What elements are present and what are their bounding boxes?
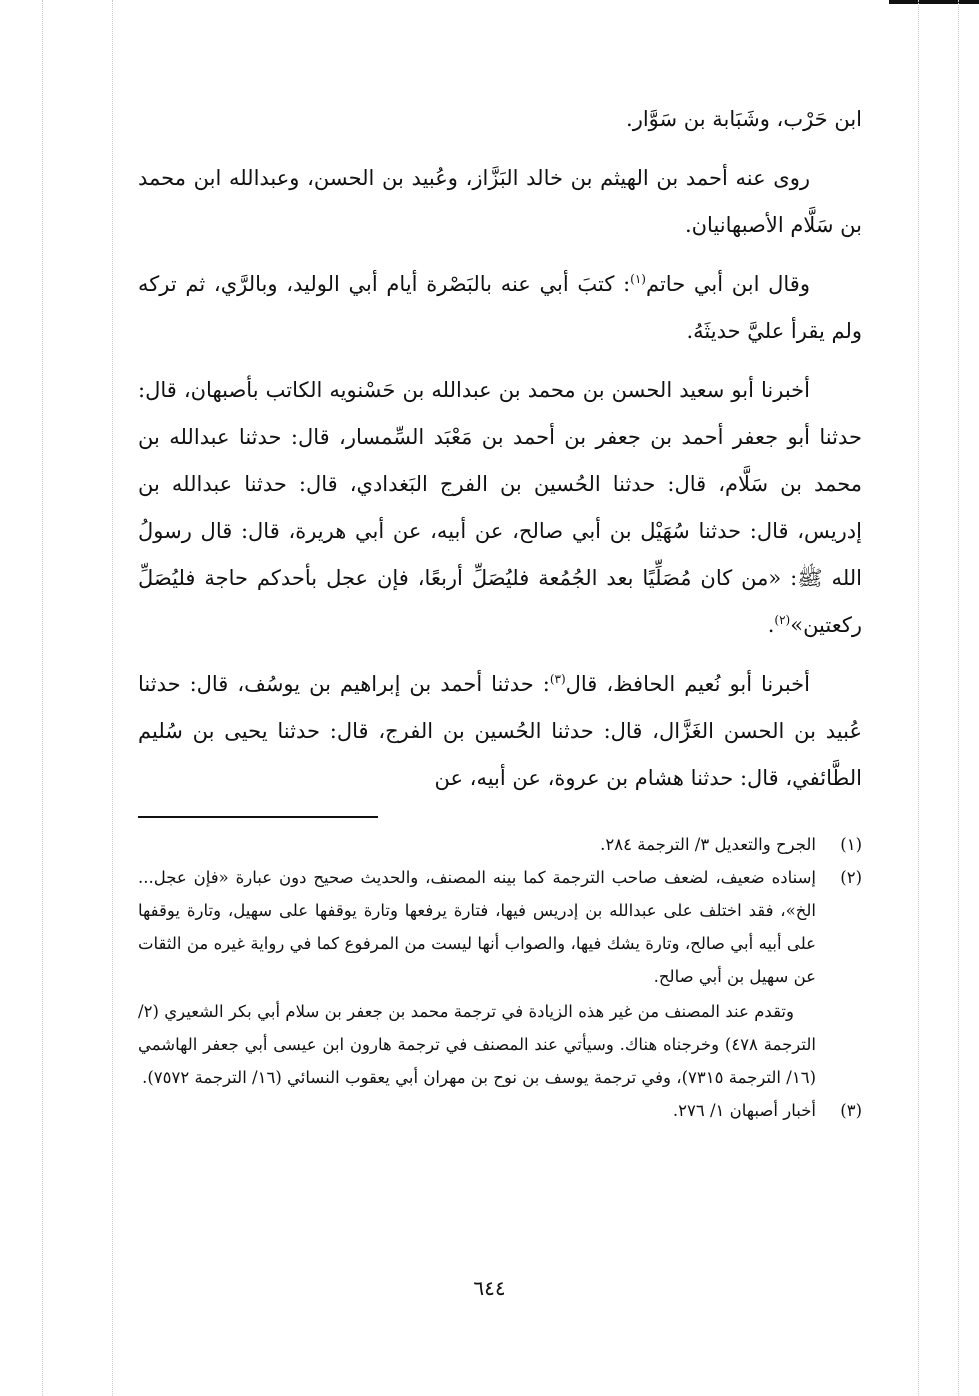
paragraph-text: : حدثنا أحمد بن إبراهيم بن يوسُف، قال: حدثنا عُبيد بن الحسن الغَزَّال، قال: حدثنا الحُسين بن الفرج، قال: حدثنا يحيى بن سُليم الطَّائفي، قال: حدثنا هشام بن عروة، عن أبيه، عن (138, 672, 862, 790)
paragraph-text: ابن حَرْب، وشَبَابة بن سَوَّار. (626, 107, 862, 131)
footnote-body (138, 861, 816, 1094)
paragraph-2 (138, 155, 862, 249)
footnote-number: (١) (840, 835, 862, 854)
footnote-body (138, 1094, 816, 1127)
paragraph-text: : كتبَ أبي عنه بالبَصْرة أيام أبي الوليد، وبالرَّي، ثم تركه ولم يقرأ عليَّ حديثَهُ. (138, 272, 862, 343)
paragraph-text: روى عنه أحمد بن الهيثم بن خالد البَزَّاز، وعُبيد بن الحسن، وعبدالله ابن محمد بن سَلَّام الأصبهانيان. (138, 166, 862, 237)
footnotes (138, 828, 862, 1127)
paragraph-text: وقال ابن أبي حاتم (645, 272, 810, 296)
footnote-2 (138, 861, 862, 1094)
scan-noise-line (958, 0, 959, 1396)
footnote-number: (٢) (840, 868, 862, 887)
scan-noise-line (112, 0, 113, 1396)
document-page (138, 96, 862, 1127)
scan-edge-mark (889, 0, 979, 4)
paragraph-1 (138, 96, 862, 143)
footnote-text: وتقدم عند المصنف من غير هذه الزيادة في ترجمة محمد بن جعفر بن سلام أبي بكر الشعيري (٢/ الترجمة ٤٧٨) وخرجناه هناك. وسيأتي عند المصنف في ترجمة هارون ابن عيسى أبي جعفر الهاشمي (١٦/ الترجمة ٧٣١٥)، وفي ترجمة يوسف بن نوح بن مهران أبي يعقوب النسائي (١٦/ الترجمة ٧٥٧٢). (138, 1002, 816, 1087)
paragraph-4 (138, 367, 862, 649)
footnote-separator (138, 816, 378, 818)
footnote-text: إسناده ضعيف، لضعف صاحب الترجمة كما بينه المصنف، والحديث صحيح دون عبارة «فإن عجل... الخ»، فقد اختلف على عبدالله بن إدريس فيها، فتارة يرفعها وتارة يوقفها على سهيل، وتارة يوقفها على أبيه أبي صالح، وتارة يشك فيها، والصواب أنها ليست من المرفوع كما في رواية غيره من الثقات عن سهيل بن أبي صالح. (138, 868, 816, 986)
scan-noise-line (918, 0, 919, 1396)
footnote-ref[interactable]: (٣) (549, 672, 566, 686)
paragraph-3 (138, 261, 862, 355)
footnote-text: أخبار أصبهان ١/ ٢٧٦. (672, 1101, 816, 1120)
footnote-3 (138, 1094, 862, 1127)
footnote-ref[interactable]: (٢) (774, 613, 791, 627)
paragraph-5 (138, 661, 862, 802)
footnote-text: الجرح والتعديل ٣/ الترجمة ٢٨٤. (600, 835, 816, 854)
paragraph-text: أخبرنا أبو نُعيم الحافظ، قال (565, 672, 810, 696)
footnote-body (138, 828, 816, 861)
footnote-ref[interactable]: (١) (630, 272, 646, 286)
page-number: ٦٤٤ (473, 1276, 506, 1300)
paragraph-text: . (767, 613, 775, 637)
scan-noise-line (42, 0, 43, 1396)
footnote-number: (٣) (840, 1101, 862, 1120)
paragraph-text: أخبرنا أبو سعيد الحسن بن محمد بن عبدالله بن حَسْنويه الكاتب بأصبهان، قال: حدثنا أبو جعفر أحمد بن جعفر بن أحمد بن مَعْبَد السِّمسار، قال: حدثنا عبدالله بن محمد بن سَلَّام، قال: حدثنا الحُسين بن الفرج البَغدادي، قال: حدثنا عبدالله بن إدريس، قال: حدثنا سُهَيْل بن أبي صالح، عن أبيه، عن أبي هريرة، قال: قال رسولُ الله ﷺ: «من كان مُصَلِّيًا بعد الجُمُعة فليُصَلِّ أربعًا، فإن عجل بأحدكم حاجة فليُصَلِّ ركعتين» (138, 378, 862, 637)
footnote-1 (138, 828, 862, 861)
